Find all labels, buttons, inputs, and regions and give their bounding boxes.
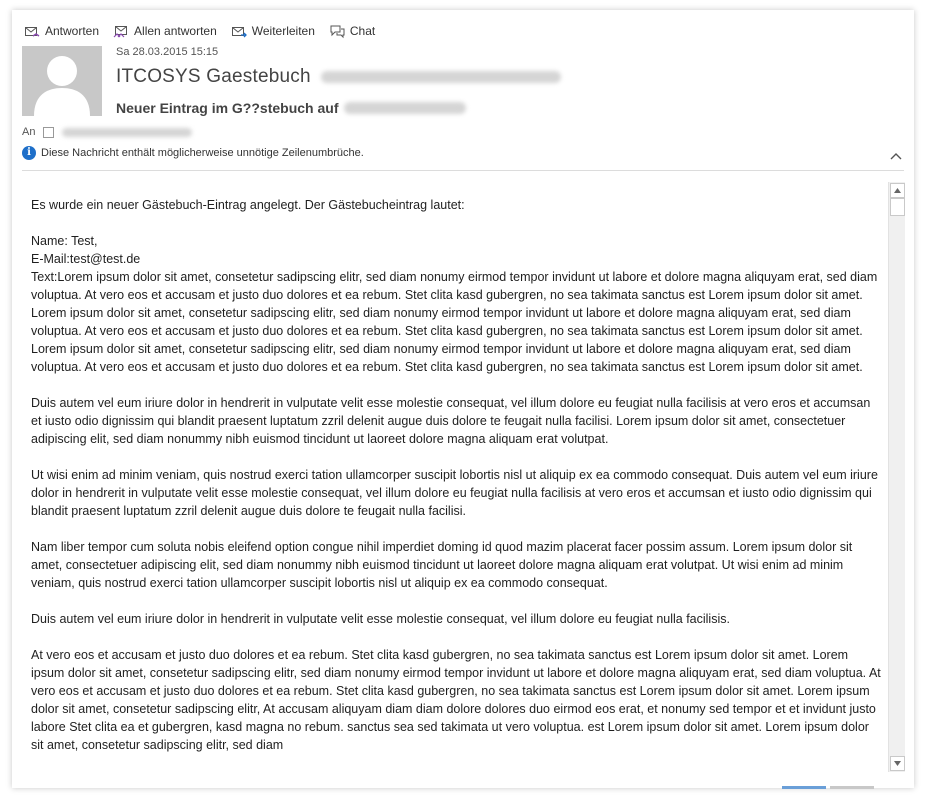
triangle-up-icon: [894, 188, 901, 193]
vertical-scrollbar[interactable]: [888, 182, 905, 772]
forward-icon: [231, 23, 247, 39]
info-message: Diese Nachricht enthält möglicherweise unnötige Zeilenumbrüche.: [41, 147, 364, 159]
scroll-up-button[interactable]: [890, 183, 905, 198]
reply-all-button[interactable]: [113, 23, 217, 39]
triangle-down-icon: [894, 761, 901, 766]
body-intro: Es wurde ein neuer Gästebuch-Eintrag angelegt. Der Gästebucheintrag lautet:: [31, 198, 465, 212]
body-email-line: E-Mail:test@test.de: [31, 252, 141, 266]
reply-all-label: Allen antworten: [134, 24, 217, 38]
message-date: Sa 28.03.2015 15:15: [116, 46, 219, 58]
info-icon: i: [22, 146, 36, 160]
chat-icon: [329, 23, 345, 39]
body-paragraph: Duis autem vel eum iriure dolor in hendrerit in vulputate velit esse molestie consequat, vel illum dolore eu feugiat nulla facilisis at vero eros et accumsan et iusto odio dignissim qui blandit praesent luptatum zzril delenit augue duis dolore te feugait nulla facilisi. Lorem ipsum dolor sit amet, consectetuer adipiscing elit, sed diam nonummy nibh euismod tincidunt ut laoreet dolore magna aliquam erat volutpat.: [31, 396, 871, 446]
to-label: An: [22, 126, 36, 138]
body-paragraph: At vero eos et accusam et justo duo dolores et ea rebum. Stet clita kasd gubergren, no sea takimata sanctus est Lorem ipsum dolor sit amet. Lorem ipsum dolor sit amet, consetetur sadipscing elitr, sed diam nonumy eirmod tempor invidunt ut labore et dolore magna aliquyam erat, sed diam voluptua. At vero eos et accusam et justo duo dolores et ea rebum. Stet clita kasd gubergren, no sea takimata sanctus est Lorem ipsum dolor sit amet. Lorem ipsum dolor sit amet, consetetur sadipscing elitr, At accusam aliquyam diam diam dolore dolores duo eirmod eos erat, et nonumy sed tempor et et invidunt justo labore Stet clita ea et gubergren, kasd magna no rebum. sanctus sea sed takimata ut vero voluptua. est Lorem ipsum dolor sit amet. Lorem ipsum dolor sit amet, consetetur sadipscing elitr, sed diam: [31, 648, 881, 752]
recipient-row: [22, 126, 192, 138]
forward-label: Weiterleiten: [251, 24, 315, 38]
message-subject: Neuer Eintrag im G??stebuch auf: [116, 100, 339, 116]
body-text-line: Text:Lorem ipsum dolor sit amet, consetetur sadipscing elitr, sed diam nonumy eirmod tempor invidunt ut labore et dolore magna aliquyam erat, sed diam voluptua. At vero eos et accusam et justo duo dolores et ea rebum. Stet clita kasd gubergren, no sea takimata sanctus est Lorem ipsum dolor sit amet. Lorem ipsum dolor sit amet, consetetur sadipscing elitr, sed diam nonumy eirmod tempor invidunt ut labore et dolore magna aliquyam erat, sed diam voluptua. At vero eos et accusam et justo duo dolores et ea rebum. Stet clita kasd gubergren, no sea takimata sanctus est Lorem ipsum dolor sit amet. Lorem ipsum dolor sit amet, consetetur sadipscing elitr, sed diam nonumy eirmod tempor invidunt ut labore et dolore magna aliquyam erat, sed diam voluptua. At vero eos et accusam et justo duo dolores et ea rebum. Stet clita kasd gubergren, no sea takimata sanctus est Lorem ipsum dolor sit amet.: [31, 270, 878, 374]
chat-button[interactable]: [329, 23, 375, 39]
header-divider: [22, 170, 904, 171]
status-segment: [782, 786, 826, 789]
reply-label: Antworten: [45, 24, 100, 38]
bottom-status-strip: [782, 786, 874, 789]
scroll-thumb[interactable]: [890, 198, 905, 216]
body-name-line: Name: Test,: [31, 234, 98, 248]
reply-button[interactable]: [24, 23, 99, 39]
subject-row: [116, 100, 466, 116]
chevron-up-icon: [888, 148, 904, 164]
reply-all-icon: [113, 23, 129, 39]
subject-redacted: [344, 102, 466, 114]
status-segment: [830, 786, 874, 789]
info-bar[interactable]: [22, 146, 364, 160]
body-paragraph: Ut wisi enim ad minim veniam, quis nostrud exerci tation ullamcorper suscipit lobortis nisl ut aliquip ex ea commodo consequat. Duis autem vel eum iriure dolor in hendrerit in vulputate velit esse molestie consequat, vel illum dolore eu feugiat nulla facilisis at vero eros et accumsan et iusto odio dignissim qui blandit praesent luptatum zzril delenit augue duis dolore te feugait nulla facilisi.: [31, 468, 878, 518]
person-icon: [22, 46, 102, 116]
forward-button[interactable]: [231, 23, 315, 39]
sender-email-redacted: [321, 71, 561, 83]
chat-label: Chat: [349, 24, 376, 38]
message-window: [12, 10, 914, 788]
sender-name[interactable]: ITCOSYS Gaestebuch: [116, 66, 311, 87]
sender-row: [116, 66, 561, 88]
scroll-down-button[interactable]: [890, 756, 905, 771]
recipient-checkbox[interactable]: [43, 127, 54, 138]
message-toolbar: [24, 20, 375, 42]
body-paragraph: Nam liber tempor cum soluta nobis eleifend option congue nihil imperdiet doming id quod mazim placerat facer possim assum. Lorem ipsum dolor sit amet, consectetuer adipiscing elit, sed diam nonummy nibh euismod tincidunt ut laoreet dolore magna aliquam erat volutpat. Ut wisi enim ad minim veniam, quis nostrud exerci tation ullamcorper suscipit lobortis nisl ut aliquip ex ea commodo consequat.: [31, 540, 853, 590]
recipient-redacted: [62, 128, 192, 137]
avatar: [22, 46, 102, 116]
reply-icon: [24, 23, 40, 39]
message-body[interactable]: [22, 182, 888, 772]
body-paragraph: Duis autem vel eum iriure dolor in hendrerit in vulputate velit esse molestie consequat, vel illum dolore eu feugiat nulla facilisis.: [31, 612, 730, 626]
collapse-header-button[interactable]: [888, 148, 904, 164]
